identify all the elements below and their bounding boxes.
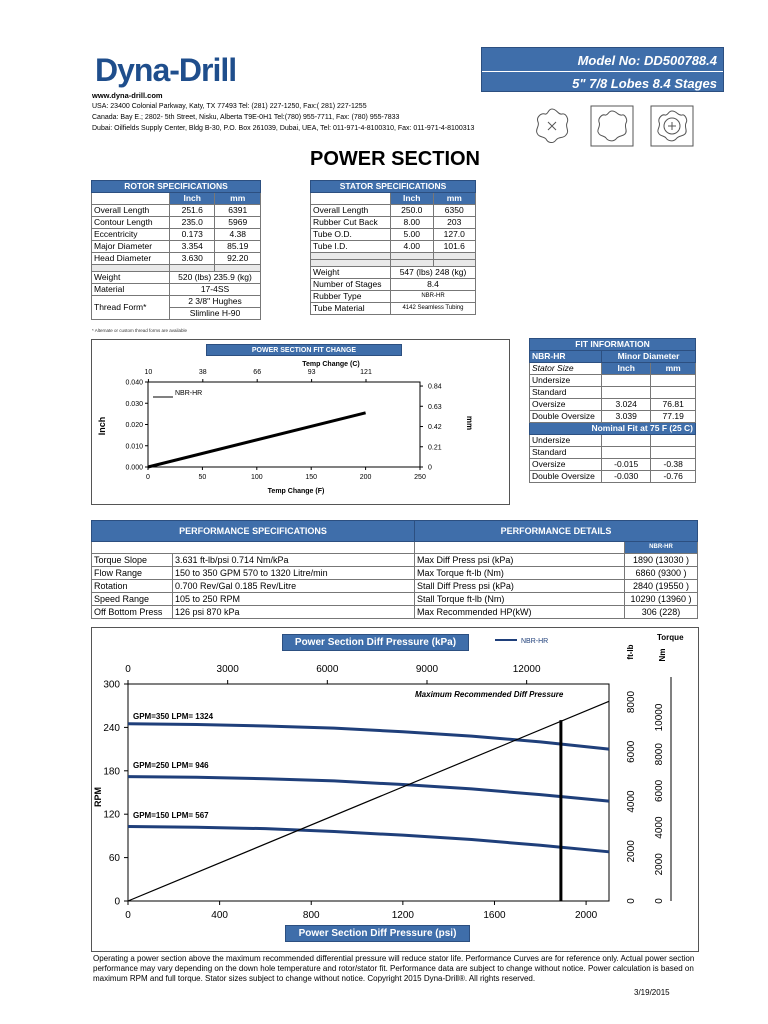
ftlb-tick-label: 0 [626, 898, 637, 904]
table-row: Off Bottom Press 126 psi 870 kPa Max Recommended HP(kW) 306 (228) [92, 606, 698, 619]
perf-x2-tick-label: 9000 [415, 664, 439, 675]
perf-legend-label: NBR-HR [521, 638, 549, 645]
perf-x-tick-label: 0 [125, 910, 131, 921]
fit-nominal: Nominal Fit at 75 F (25 C) [530, 423, 696, 435]
nm-tick-label: 0 [654, 898, 665, 904]
table-row: Oversize -0.015 -0.38 [530, 459, 696, 471]
address-canada: Canada: Bay E.; 2802- 5th Street, Nisku, Alberta T9E-0H1 Tel:(780) 955-7711, Fax: (780) 955-7833 [92, 114, 400, 121]
perf-y-tick-label: 0 [114, 896, 120, 908]
rpm-curve [128, 826, 609, 851]
table-row: Tube I.D. 4.00 101.6 [311, 241, 476, 253]
fit-y2-tick-label: 0.84 [428, 383, 442, 391]
company-logo: Dyna-Drill [95, 52, 237, 88]
table-row: Flow Range 150 to 350 GPM 570 to 1320 Litre/min Max Torque ft-lb (Nm) 6860 (9300 ) [92, 567, 698, 580]
table-row: Weight 520 (lbs) 235.9 (kg) [92, 272, 261, 284]
fit-chart-xlabel: Temp Change (F) [267, 488, 325, 495]
stator-lobe-icon [591, 106, 633, 146]
ftlb-tick-label: 6000 [626, 740, 637, 763]
table-row: Tube Material 4142 Seamless Tubing [311, 303, 476, 315]
fit-x2-tick-label: 38 [198, 369, 207, 376]
table-row: Thread Form* 2 3/8" Hughes [92, 296, 261, 308]
fit-x2-tick-label: 10 [144, 369, 153, 376]
nm-tick-label: 2000 [654, 853, 665, 876]
label-gpm-250: GPM=250 LPM= 946 [133, 761, 209, 770]
table-row: Material 17-4SS [92, 284, 261, 296]
address-block [92, 90, 474, 134]
rotor-spec-title: ROTOR SPECIFICATIONS [92, 181, 261, 193]
perf-x2-tick-label: 3000 [216, 664, 239, 675]
fit-info-title: FIT INFORMATION [530, 339, 696, 351]
model-box [481, 47, 724, 92]
fit-rubber: NBR-HR [530, 351, 602, 363]
fit-chart-y2label: mm [465, 415, 474, 431]
ftlb-tick-label: 4000 [626, 790, 637, 813]
fit-x-tick-label: 250 [414, 474, 426, 481]
fit-y-tick-label: 0.010 [125, 443, 143, 451]
table-row: Tube O.D. 5.00 127.0 [311, 229, 476, 241]
fit-chart-ylabel: Inch [97, 416, 107, 436]
perf-x-tick-label: 2000 [574, 910, 598, 921]
torque-label: Torque [657, 633, 684, 642]
perf-chart-top-title: Power Section Diff Pressure (kPa) [282, 634, 469, 651]
nm-tick-label: 4000 [654, 816, 665, 839]
fit-x-tick-label: 150 [305, 474, 318, 481]
perf-x2-tick-label: 0 [125, 664, 131, 675]
thread-note: * Alternate or custom thread forms are available [92, 328, 188, 333]
model-config: 5" 7/8 Lobes 8.4 Stages [572, 76, 717, 91]
fit-info-table: FIT INFORMATION NBR-HR Minor Diameter Stator Size Inch mm Undersize Standard Oversize 3.024 76.81 Double Oversize 3.039 77.19 Nominal Fit at 75 F (25 C) Undersize Standard Oversize -0.015 -0.38 Double Oversize -0.030 -0.76 [529, 338, 696, 483]
fit-y-tick-label: 0.000 [125, 464, 143, 472]
table-row: Double Oversize 3.039 77.19 [530, 411, 696, 423]
ftlb-tick-label: 8000 [626, 690, 637, 714]
perf-details-col: NBR-HR [624, 542, 697, 554]
stator-spec-table [310, 180, 476, 315]
perf-x2-tick-label: 12000 [512, 664, 541, 675]
perf-x-tick-label: 400 [211, 910, 228, 921]
table-row: Speed Range 105 to 250 RPM Stall Torque ft-lb (Nm) 10290 (13960 ) [92, 593, 698, 606]
stator-unit-inch: Inch [391, 193, 434, 205]
fit-y-tick-label: 0.040 [125, 379, 143, 387]
fit-x-tick-label: 100 [250, 474, 263, 481]
address-usa: USA: 23400 Colonial Parkway, Katy, TX 77493 Tel: (281) 227-1250, Fax:( 281) 227-1255 [92, 103, 367, 110]
fit-stator-size: Stator Size [530, 363, 602, 375]
nm-tick-label: 10000 [654, 703, 665, 732]
rpm-curve [128, 777, 609, 802]
table-row: Head Diameter 3.630 92.20 [92, 253, 261, 265]
fit-y2-tick-label: 0 [428, 464, 432, 472]
performance-table [91, 520, 698, 619]
fit-chart-title: POWER SECTION FIT CHANGE [206, 344, 402, 356]
max-diff-annotation: Maximum Recommended Diff Pressure [415, 690, 564, 699]
rotor-unit-mm: mm [215, 193, 261, 205]
table-row: Torque Slope 3.631 ft-lb/psi 0.714 Nm/kPa Max Diff Press psi (kPa) 1890 (13030 ) [92, 554, 698, 567]
table-row: Double Oversize -0.030 -0.76 [530, 471, 696, 483]
perf-chart-bottom-title: Power Section Diff Pressure (psi) [285, 925, 470, 942]
footer-date: 3/19/2015 [634, 988, 670, 997]
fit-x2-tick-label: 93 [307, 369, 316, 376]
address-dubai: Dubai: Oilfields Supply Center, Bldg B-30, P.O. Box 261039, Dubai, UEA, Tel: 011-971-4-8100310, Fax: 011-971-4-8100313 [92, 125, 475, 132]
perf-details-title: PERFORMANCE DETAILS [414, 521, 697, 542]
stator-spec-title: STATOR SPECIFICATIONS [311, 181, 476, 193]
fit-x-tick-label: 50 [198, 474, 207, 481]
fit-minor-diameter: Minor Diameter [602, 351, 696, 363]
website-link[interactable]: www.dyna-drill.com [92, 91, 163, 100]
table-row: Weight 547 (lbs) 248 (kg) [311, 267, 476, 279]
table-row: Eccentricity 0.173 4.38 [92, 229, 261, 241]
footer-disclaimer: Operating a power section above the maximum recommended differential pressure will reduce stator life. Performance Curves are for reference only. Actual power section performance may vary depending on the down hole temperature and rotor/stator fit. Performance data are subject to change without notice. Power calculation is based on maximum RPM and full torque. Stator sizes subject to change without notice. Copyright 2015 Dyna-Drill®. All rights reserved. [93, 954, 695, 983]
fit-y-tick-label: 0.030 [125, 400, 143, 408]
label-gpm-350: GPM=350 LPM= 1324 [133, 712, 214, 721]
perf-x2-tick-label: 6000 [316, 664, 339, 675]
fit-x-tick-label: 0 [146, 474, 150, 481]
fit-x2-tick-label: 66 [253, 369, 262, 376]
table-row: Number of Stages 8.4 [311, 279, 476, 291]
fit-x-tick-label: 200 [359, 474, 372, 481]
ftlb-label: ft-lb [626, 644, 635, 660]
fit-chart-top-label: Temp Change (C) [302, 361, 360, 368]
perf-x-tick-label: 1200 [391, 910, 414, 921]
table-row: Standard [530, 387, 696, 399]
page-title: POWER SECTION [309, 148, 480, 170]
table-row: Rubber Type NBR-HR [311, 291, 476, 303]
table-row: Undersize [530, 375, 696, 387]
fit-series-line [148, 413, 366, 467]
rpm-label: RPM [93, 787, 103, 807]
perf-x-tick-label: 1600 [483, 910, 506, 921]
perf-specs-title: PERFORMANCE SPECIFICATIONS [92, 521, 415, 542]
rotor-spec-table [91, 180, 261, 320]
fit-legend-label: NBR-HR [175, 390, 203, 397]
nm-tick-label: 8000 [654, 743, 665, 766]
table-row: Standard [530, 447, 696, 459]
ftlb-tick-label: 2000 [626, 840, 637, 863]
rotor-unit-inch: Inch [170, 193, 215, 205]
table-row: Undersize [530, 435, 696, 447]
assembly-lobe-icon [651, 106, 693, 146]
lobe-icons [530, 104, 710, 148]
label-gpm-150: GPM=150 LPM= 567 [133, 811, 209, 820]
fit-y2-tick-label: 0.21 [428, 444, 442, 452]
fit-y-tick-label: 0.020 [125, 422, 143, 429]
table-row: Oversize 3.024 76.81 [530, 399, 696, 411]
perf-x-tick-label: 800 [302, 910, 320, 921]
fit-x2-tick-label: 121 [360, 369, 372, 376]
table-row: Contour Length 235.0 5969 [92, 217, 261, 229]
perf-y-tick-label: 180 [103, 766, 120, 778]
perf-y-tick-label: 240 [103, 722, 120, 734]
fit-y2-tick-label: 0.63 [428, 403, 442, 411]
nm-tick-label: 6000 [654, 779, 665, 803]
table-row: Slimline H-90 [92, 308, 261, 320]
perf-y-tick-label: 60 [108, 853, 120, 865]
nm-label: Nm [658, 648, 667, 662]
rotor-lobe-icon [537, 109, 568, 143]
rpm-curve [128, 724, 609, 749]
perf-y-tick-label: 300 [103, 679, 120, 691]
perf-y-tick-label: 120 [103, 809, 120, 821]
table-row: Overall Length 251.6 6391 [92, 205, 261, 217]
perf-chart [91, 627, 699, 952]
fit-y2-tick-label: 0.42 [428, 424, 442, 432]
table-row: Overall Length 250.0 6350 [311, 205, 476, 217]
table-row: Major Diameter 3.354 85.19 [92, 241, 261, 253]
table-row: Rubber Cut Back 8.00 203 [311, 217, 476, 229]
table-row: Rotation 0.700 Rev/Gal 0.185 Rev/Litre Stall Diff Press psi (kPa) 2840 (19550 ) [92, 580, 698, 593]
stator-unit-mm: mm [433, 193, 476, 205]
model-number: Model No: DD500788.4 [482, 53, 723, 72]
fit-chart [91, 339, 510, 505]
